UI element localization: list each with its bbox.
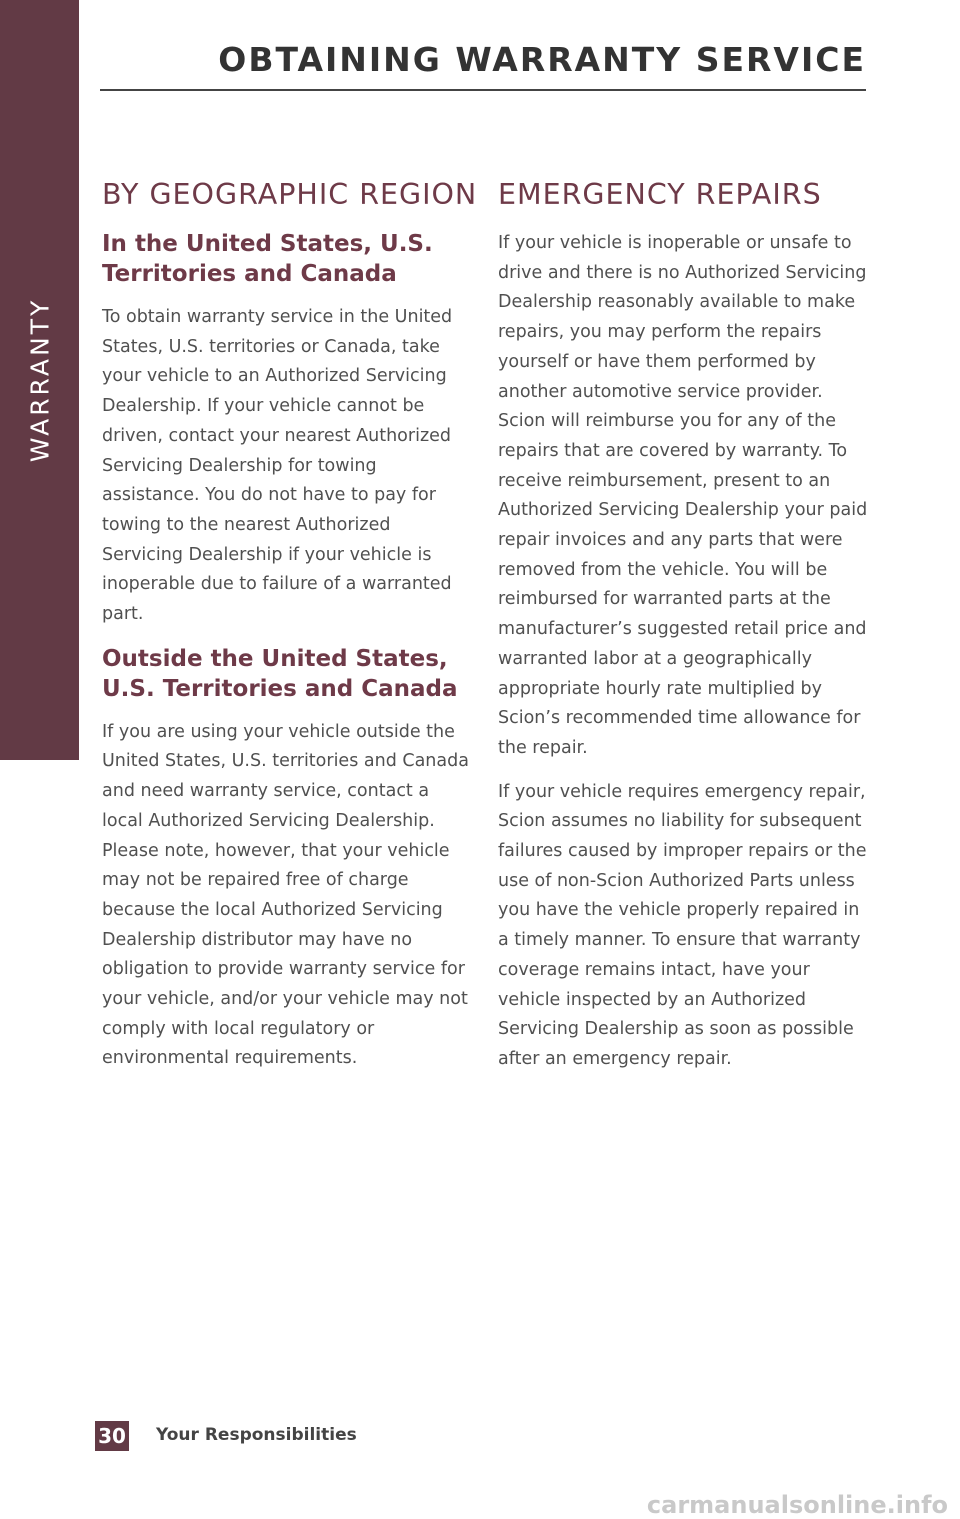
paragraph-emergency-liability: If your vehicle requires emergency repair, Scion assumes no liability for subsequent failures caused by improper repairs or the use of non-Scion Authorized Parts unless you have the vehicle properly repaired in a timely manner. To ensure that warranty coverage remains intact, have your vehicle inspected by an Authorized Servicing Dealership as soon as possible after an emergency repair. bbox=[498, 781, 867, 1069]
subheading-outside-us: Outside the United States, U.S. Territories and Canada bbox=[102, 645, 458, 702]
left-column bbox=[102, 178, 478, 1088]
section-heading-emergency-repairs: EMERGENCY REPAIRS bbox=[498, 178, 822, 211]
side-tab bbox=[0, 0, 79, 760]
header-divider bbox=[100, 89, 866, 91]
paragraph-us-service: To obtain warranty service in the United States, U.S. territories or Canada, take your vehicle to an Authorized Servicing Dealership. If your vehicle cannot be driven, contact your nearest Authorized Servicing Dealership for towing assistance. You do not have to pay for towing to the nearest Authorized Servicing Dealership if your vehicle is inoperable due to failure of a warranted part. bbox=[102, 307, 453, 625]
side-tab-label: WARRANTY bbox=[25, 297, 55, 463]
section-heading-geographic-region: BY GEOGRAPHIC REGION bbox=[102, 178, 478, 211]
paragraph-outside-us-service: If you are using your vehicle outside the United States, U.S. territories and Canada and need warranty service, contact a local Authorized Servicing Dealership. Please note, however, that your vehicle may not be repaired free of charge because the local Authorized Servicing Dealership distributor may have no obligation to provide warranty service for your vehicle, and/or your vehicle may not comply with local regulatory or environmental requirements. bbox=[102, 721, 469, 1069]
footer-section-title: Your Responsibilities bbox=[156, 1425, 357, 1445]
right-column bbox=[498, 178, 870, 1089]
watermark: carmanualsonline.info bbox=[646, 1491, 948, 1519]
paragraph-emergency-reimbursement: If your vehicle is inoperable or unsafe to drive and there is no Authorized Servicing Dealership reasonably available to make repairs, you may perform the repairs yourself or have them performed by another automotive service provider. Scion will reimburse you for any of the repairs that are covered by warranty. To receive reimbursement, present to an Authorized Servicing Dealership your paid repair invoices and any parts that were removed from the vehicle. You will be reimbursed for warranted parts at the manufacturer’s suggested retail price and warranted labor at a geographically appropriate hourly rate multiplied by Scion’s recommended time allowance for the repair. bbox=[498, 233, 868, 758]
page-title: OBTAINING WARRANTY SERVICE bbox=[218, 40, 866, 79]
subheading-us-territories-canada: In the United States, U.S. Territories and Canada bbox=[102, 231, 433, 287]
page-number-badge: 30 bbox=[95, 1421, 129, 1451]
